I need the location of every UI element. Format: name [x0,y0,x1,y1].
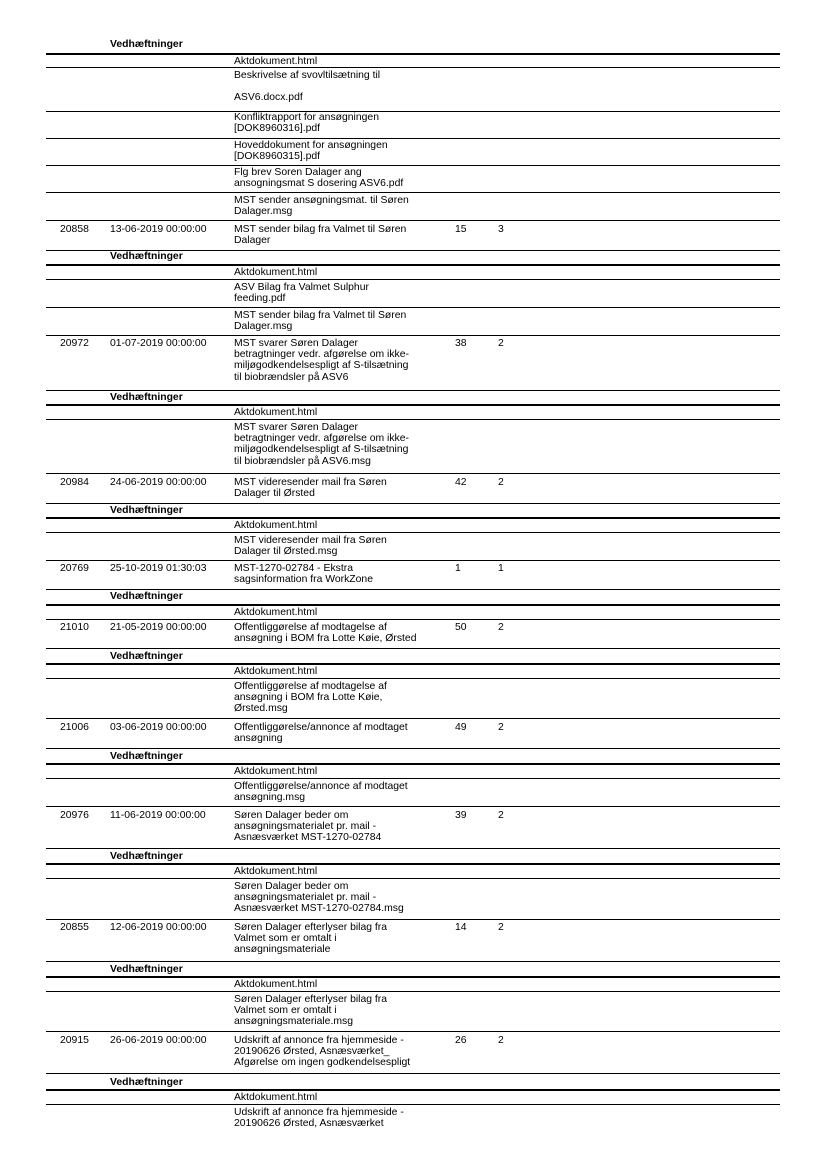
attachment-file-name: MST sender bilag fra Valmet til Søren Dalager.msg [234,310,407,333]
record-id: 20858 [60,224,89,235]
attachment-file-name: Flg brev Soren Dalager ang ansogningsmat S dosering ASV6.pdf [234,167,404,190]
record-date: 12-06-2019 00:00:00 [110,922,207,933]
attachments-label: Vedhæftninger [110,392,183,403]
attachment-file-name: Udskrift af annonce fra hjemmeside - 20190626 Ørsted, Asnæsværket [234,1107,404,1130]
record-count: 2 [498,622,504,633]
row-divider [46,848,780,849]
row-divider [46,863,780,865]
record-id: 20915 [60,1035,89,1046]
row-divider [46,663,780,665]
record-pages: 39 [455,810,467,821]
attachments-label: Vedhæftninger [110,505,183,516]
row-divider [46,748,780,749]
row-divider [46,976,780,978]
record-count: 2 [498,922,504,933]
row-divider [46,991,780,992]
record-pages: 38 [455,338,467,349]
record-id: 21006 [60,722,89,733]
attachment-file-name: MST videresender mail fra Søren Dalager til Ørsted.msg [234,535,387,558]
row-divider [46,192,780,193]
row-divider [46,67,780,68]
record-count: 2 [498,1035,504,1046]
attachment-file-name: Aktdokument.html [234,1092,318,1103]
row-divider [46,1073,780,1074]
record-date: 03-06-2019 00:00:00 [110,722,207,733]
row-divider [46,604,780,606]
row-divider [46,589,780,590]
attachment-file-name: MST svarer Søren Dalager betragtninger vedr. afgørelse om ikke- miljøgodkendelsespligt af S-tilsætning til biobrændsler på ASV6.msg [234,422,409,467]
record-date: 25-10-2019 01:30:03 [110,563,207,574]
row-divider [46,335,780,336]
record-title: MST svarer Søren Dalager betragtninger vedr. afgørelse om ikke- miljøgodkendelsespligt af S-tilsætning til biobrændsler på ASV6 [234,338,409,383]
row-divider [46,778,780,779]
row-divider [46,264,780,266]
record-count: 2 [498,810,504,821]
record-id: 20984 [60,477,89,488]
record-pages: 26 [455,1035,467,1046]
attachments-label: Vedhæftninger [110,1077,183,1088]
record-title: MST sender bilag fra Valmet til Søren Dalager [234,224,407,247]
row-divider [46,763,780,765]
record-id: 20769 [60,563,89,574]
record-pages: 1 [455,563,461,574]
attachment-file-name: ASV Bilag fra Valmet Sulphur feeding.pdf [234,282,369,305]
row-divider [46,53,780,55]
attachment-file-name: Beskrivelse af svovltilsætning til ASV6.docx.pdf [234,70,381,104]
row-divider [46,1089,780,1091]
row-divider [46,1031,780,1032]
row-divider [46,678,780,679]
row-divider [46,718,780,719]
attachment-file-name: Søren Dalager beder om ansøgningsmaterialet pr. mail - Asnæsværket MST-1270-02784.msg [234,881,404,915]
row-divider [46,419,780,420]
record-pages: 14 [455,922,467,933]
record-title: Søren Dalager efterlyser bilag fra Valmet som er omtalt i ansøgningsmateriale [234,922,388,956]
row-divider [46,220,780,221]
row-divider [46,279,780,280]
row-divider [46,503,780,504]
attachment-file-name: Konfliktrapport for ansøgningen [DOK8960316].pdf [234,112,379,135]
record-title: MST-1270-02784 - Ekstra sagsinformation fra WorkZone [234,563,373,586]
attachments-label: Vedhæftninger [110,851,183,862]
record-title: Søren Dalager beder om ansøgningsmaterialet pr. mail - Asnæsværket MST-1270-02784 [234,810,382,844]
record-count: 3 [498,224,504,235]
record-pages: 42 [455,477,467,488]
attachments-label: Vedhæftninger [110,751,183,762]
attachment-file-name: Aktdokument.html [234,267,318,278]
row-divider [46,961,780,962]
record-count: 2 [498,722,504,733]
record-id: 20972 [60,338,89,349]
record-title: Udskrift af annonce fra hjemmeside - 20190626 Ørsted, Asnæsværket_ Afgørelse om ingen godkendelsespligt [234,1035,411,1069]
row-divider [46,165,780,166]
row-divider [46,919,780,920]
record-count: 2 [498,338,504,349]
attachment-file-name: Søren Dalager efterlyser bilag fra Valmet som er omtalt i ansøgningsmateriale.msg [234,994,388,1028]
attachments-label: Vedhæftninger [110,651,183,662]
row-divider [46,517,780,519]
row-divider [46,878,780,879]
row-divider [46,806,780,807]
attachment-file-name: Aktdokument.html [234,56,318,67]
attachment-file-name: Aktdokument.html [234,866,318,877]
attachments-label: Vedhæftninger [110,964,183,975]
record-id: 20855 [60,922,89,933]
record-pages: 49 [455,722,467,733]
attachments-label: Vedhæftninger [110,251,183,262]
row-divider [46,560,780,561]
row-divider [46,1104,780,1105]
row-divider [46,619,780,620]
row-divider [46,404,780,406]
record-count: 1 [498,563,504,574]
record-date: 26-06-2019 00:00:00 [110,1035,207,1046]
attachment-file-name: Aktdokument.html [234,607,318,618]
row-divider [46,307,780,308]
row-divider [46,390,780,391]
record-date: 13-06-2019 00:00:00 [110,224,207,235]
attachment-file-name: MST sender ansøgningsmat. til Søren Dalager.msg [234,195,409,218]
attachment-file-name: Aktdokument.html [234,666,318,677]
record-count: 2 [498,477,504,488]
attachments-label: Vedhæftninger [110,591,183,602]
record-date: 24-06-2019 00:00:00 [110,477,207,488]
record-date: 11-06-2019 00:00:00 [110,810,206,821]
record-title: Offentliggørelse/annonce af modtaget ansøgning [234,722,408,745]
attachment-file-name: Aktdokument.html [234,407,318,418]
row-divider [46,473,780,474]
row-divider [46,532,780,533]
record-id: 20976 [60,810,89,821]
attachment-file-name: Offentliggørelse af modtagelse af ansøgning i BOM fra Lotte Køie, Ørsted.msg [234,681,387,715]
row-divider [46,648,780,649]
attachment-file-name: Aktdokument.html [234,766,318,777]
record-title: Offentliggørelse af modtagelse af ansøgning i BOM fra Lotte Køie, Ørsted [234,622,417,645]
attachments-label: Vedhæftninger [110,39,183,50]
record-date: 01-07-2019 00:00:00 [110,338,207,349]
record-pages: 50 [455,622,467,633]
attachment-file-name: Offentliggørelse/annonce af modtaget ansøgning.msg [234,781,408,804]
attachment-file-name: Aktdokument.html [234,520,318,531]
record-id: 21010 [60,622,89,633]
record-title: MST videresender mail fra Søren Dalager til Ørsted [234,477,387,500]
record-date: 21-05-2019 00:00:00 [110,622,207,633]
attachment-file-name: Aktdokument.html [234,979,318,990]
record-pages: 15 [455,224,467,235]
row-divider [46,138,780,139]
attachment-file-name: Hoveddokument for ansøgningen [DOK8960315].pdf [234,140,388,163]
